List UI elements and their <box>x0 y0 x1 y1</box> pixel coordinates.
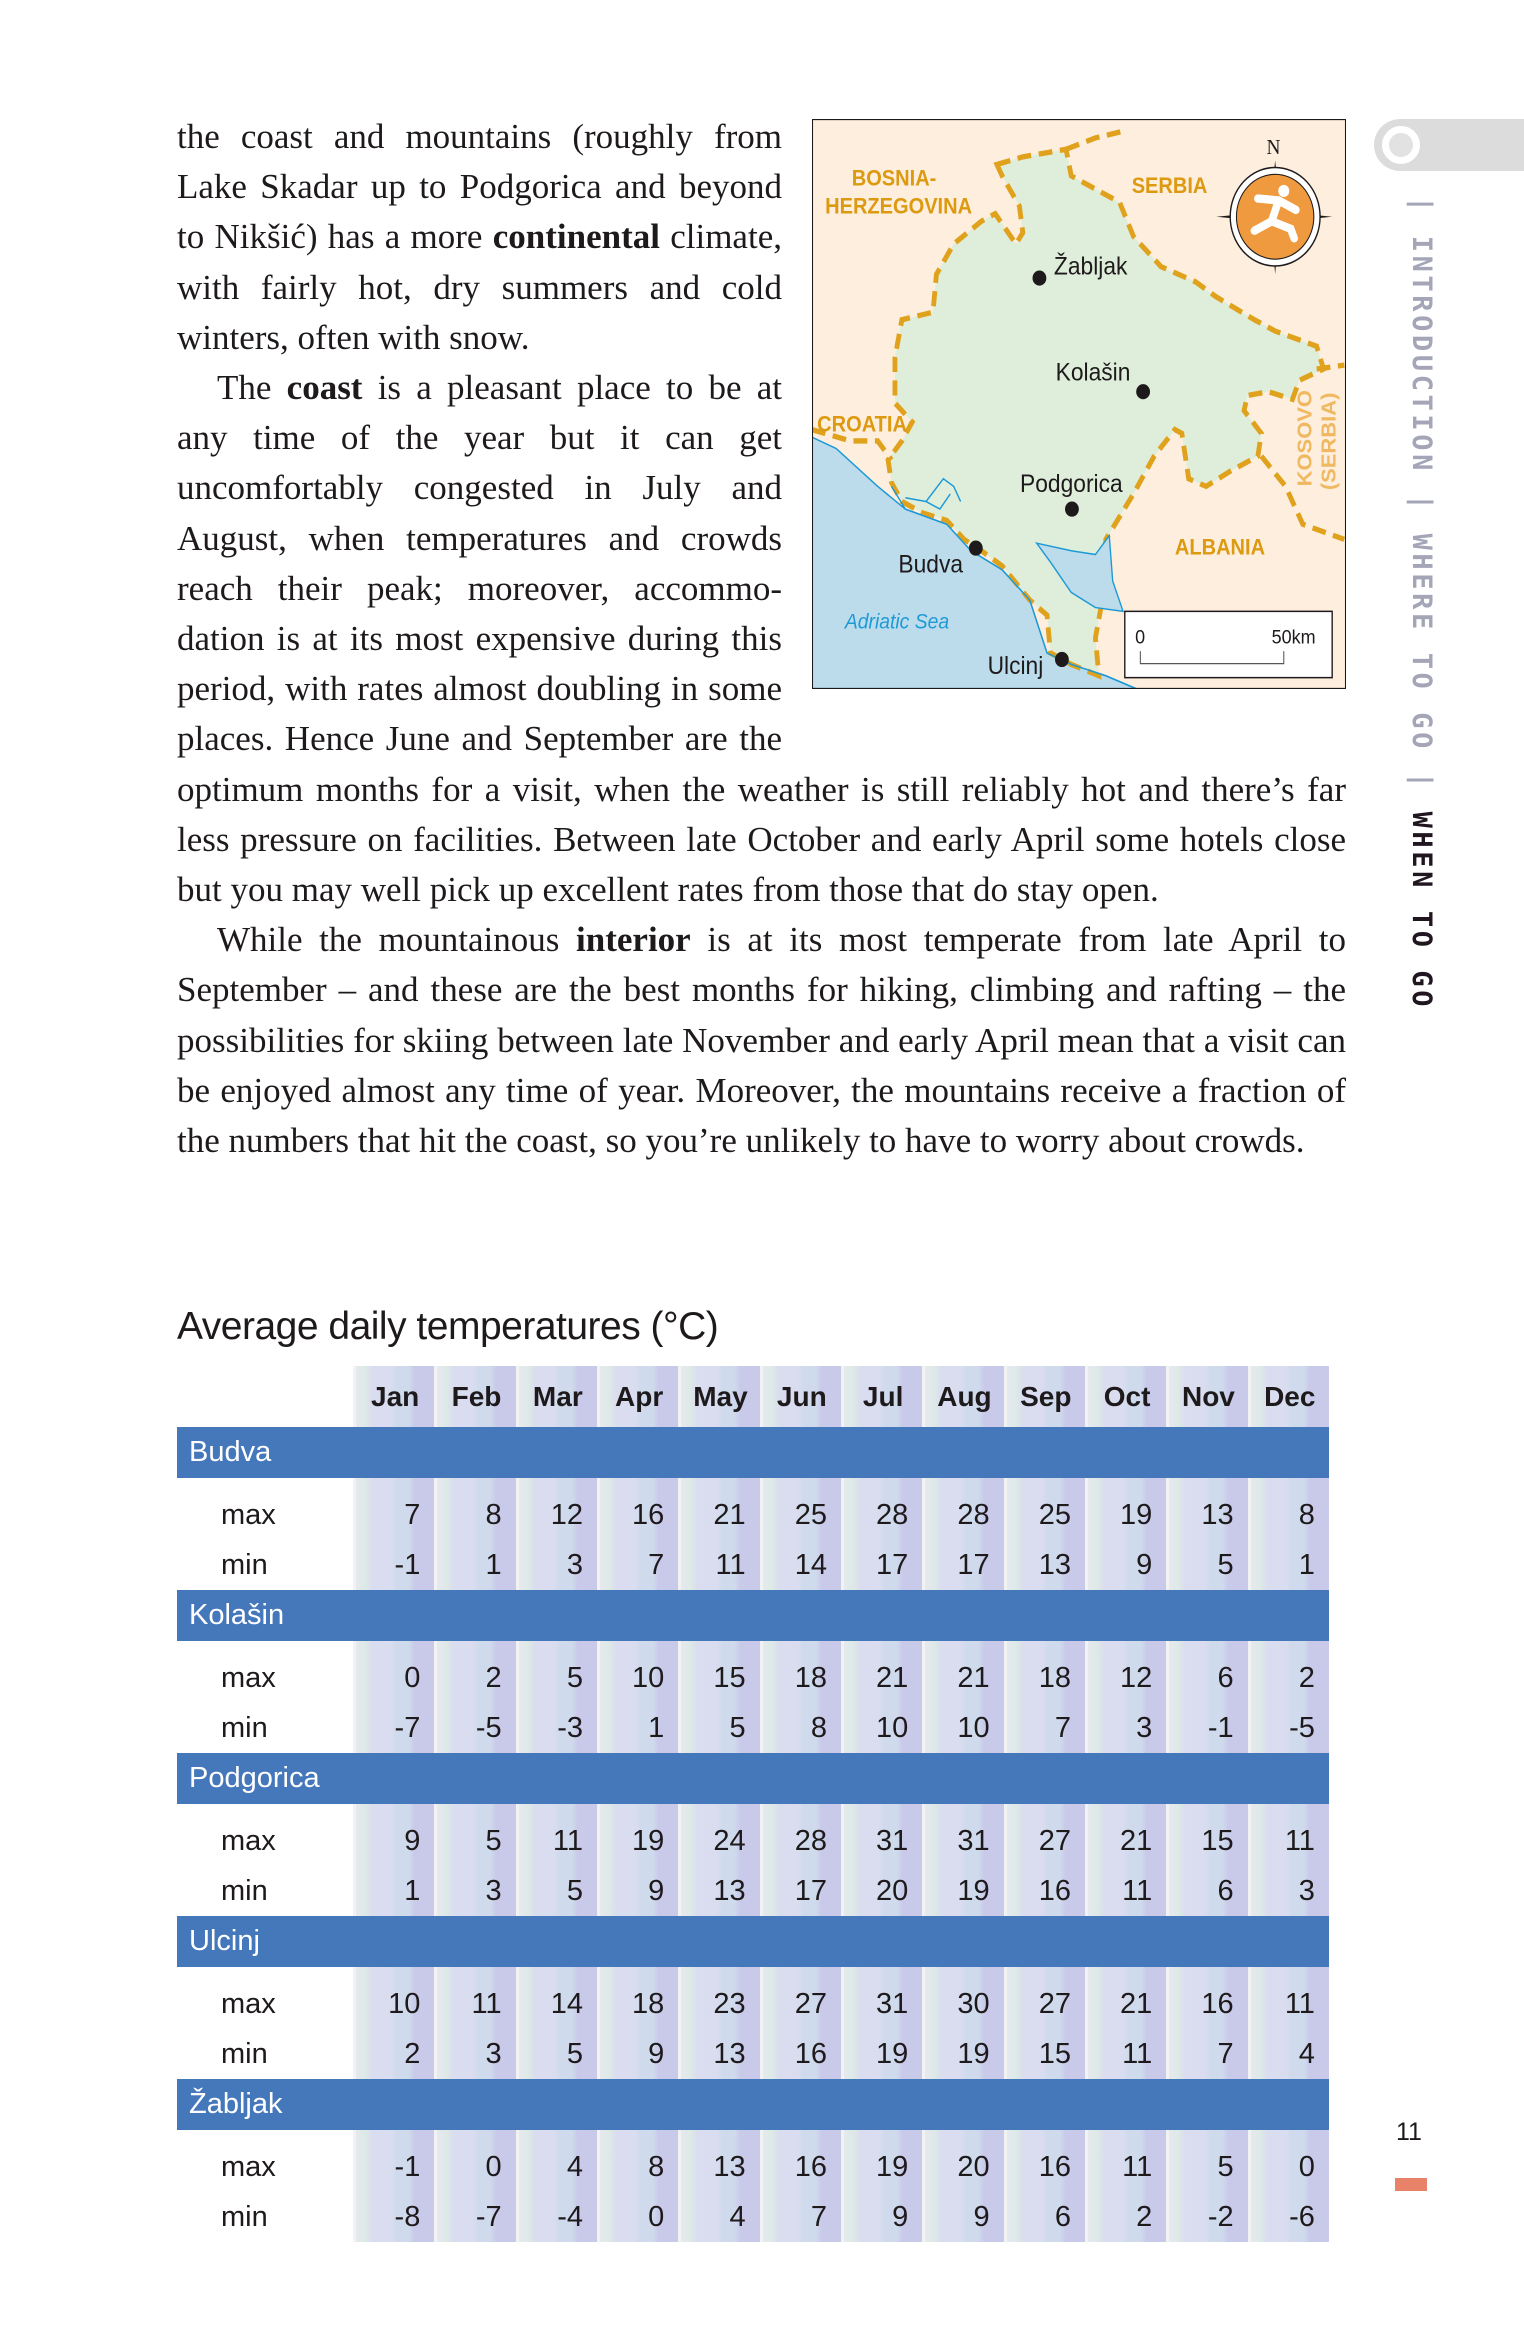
place-band: Kolašin <box>177 1590 1329 1641</box>
temp-cell: 15 <box>678 1641 759 1703</box>
page-number: 11 <box>1396 2118 1422 2146</box>
temp-cell: 4 <box>516 2130 597 2192</box>
table-row-min <box>177 2029 1329 2079</box>
temp-cell: -7 <box>353 1703 434 1753</box>
temp-cell: 25 <box>1004 1478 1085 1540</box>
place-band: Budva <box>177 1427 1329 1478</box>
temp-cell: -5 <box>1248 1703 1329 1753</box>
row-label: min <box>221 1875 268 1907</box>
month-header: Feb <box>434 1366 515 1427</box>
temp-cell: -7 <box>434 2192 515 2242</box>
temp-cell: 25 <box>760 1478 841 1540</box>
temp-cell: 8 <box>597 2130 678 2192</box>
temp-cell: 4 <box>1248 2029 1329 2079</box>
temp-cell: 1 <box>434 1540 515 1590</box>
month-header: Dec <box>1248 1366 1329 1427</box>
temp-cell: 13 <box>1166 1478 1247 1540</box>
temp-cell: -1 <box>353 2130 434 2192</box>
month-header: Jul <box>841 1366 922 1427</box>
temp-cell: 2 <box>1248 1641 1329 1703</box>
label-kosovo-1: KOSOVO <box>1294 389 1317 487</box>
temp-cell: -8 <box>353 2192 434 2242</box>
temp-cell: 19 <box>841 2130 922 2192</box>
temp-cell: 31 <box>841 1804 922 1866</box>
temp-cell: -6 <box>1248 2192 1329 2242</box>
month-header: Jan <box>353 1366 434 1427</box>
label-adriatic-sea: Adriatic Sea <box>844 610 950 634</box>
temp-cell: 11 <box>1085 2130 1166 2192</box>
temp-cell: 6 <box>1166 1866 1247 1916</box>
town-ulcinj: Ulcinj <box>987 651 1044 681</box>
temp-cell: 28 <box>922 1478 1003 1540</box>
temp-cell: 21 <box>1085 1967 1166 2029</box>
temp-cell: 7 <box>353 1478 434 1540</box>
table-row-max <box>177 1967 1329 2029</box>
place-band: Žabljak <box>177 2079 1329 2130</box>
breadcrumb-when-to-go: WHEN TO GO <box>1406 811 1437 1011</box>
table-row-max <box>177 1641 1329 1703</box>
montenegro-map <box>812 119 1346 689</box>
month-header: Apr <box>597 1366 678 1427</box>
label-serbia: SERBIA <box>1131 174 1208 199</box>
chapter-breadcrumb <box>1406 196 1437 1010</box>
temp-cell: 2 <box>434 1641 515 1703</box>
temp-cell: 17 <box>922 1540 1003 1590</box>
place-band: Podgorica <box>177 1753 1329 1804</box>
scale-end: 50km <box>1271 625 1316 648</box>
temp-cell: 10 <box>922 1703 1003 1753</box>
temp-cell: 2 <box>1085 2192 1166 2242</box>
temp-cell: -1 <box>1166 1703 1247 1753</box>
temp-cell: 16 <box>1166 1967 1247 2029</box>
temp-cell: 9 <box>922 2192 1003 2242</box>
compass-north: N <box>1266 136 1281 160</box>
temp-cell: 8 <box>760 1703 841 1753</box>
temp-cell: 3 <box>1248 1866 1329 1916</box>
month-header: Nov <box>1166 1366 1247 1427</box>
text-run: While the mountainous <box>217 920 577 960</box>
row-label: max <box>221 1499 276 1531</box>
temp-cell: 19 <box>1085 1478 1166 1540</box>
temp-cell: 11 <box>678 1540 759 1590</box>
temp-cell: 19 <box>922 2029 1003 2079</box>
temp-cell: 28 <box>841 1478 922 1540</box>
temp-cell: 12 <box>1085 1641 1166 1703</box>
temp-cell: 14 <box>760 1540 841 1590</box>
temp-cell: -2 <box>1166 2192 1247 2242</box>
temp-cell: 6 <box>1166 1641 1247 1703</box>
table-row-min <box>177 2192 1329 2242</box>
temp-cell: 30 <box>922 1967 1003 2029</box>
temp-cell: 20 <box>841 1866 922 1916</box>
temp-cell: 17 <box>841 1540 922 1590</box>
temp-cell: 16 <box>760 2029 841 2079</box>
breadcrumb-separator: | <box>1406 493 1437 514</box>
temp-cell: 20 <box>922 2130 1003 2192</box>
temp-cell: 11 <box>434 1967 515 2029</box>
temp-cell: 5 <box>434 1804 515 1866</box>
temp-cell: 19 <box>841 2029 922 2079</box>
temp-cell: -3 <box>516 1703 597 1753</box>
month-header: Sep <box>1004 1366 1085 1427</box>
town-podgorica: Podgorica <box>1020 470 1123 499</box>
row-label: min <box>221 1549 268 1581</box>
town-dot-podgorica <box>1065 502 1079 517</box>
temp-cell: 13 <box>1004 1540 1085 1590</box>
temp-cell: 11 <box>1248 1804 1329 1866</box>
temp-cell: 28 <box>760 1804 841 1866</box>
temp-cell: 31 <box>922 1804 1003 1866</box>
temp-cell: 10 <box>841 1703 922 1753</box>
temp-cell: 16 <box>1004 2130 1085 2192</box>
temp-cell: 0 <box>1248 2130 1329 2192</box>
temp-cell: 5 <box>678 1703 759 1753</box>
temp-cell: 5 <box>516 1641 597 1703</box>
temp-cell: -1 <box>353 1540 434 1590</box>
temp-cell: 13 <box>678 1866 759 1916</box>
table-header-row <box>177 1366 1329 1427</box>
temp-cell: 27 <box>760 1967 841 2029</box>
temp-cell: 5 <box>1166 1540 1247 1590</box>
temp-cell: 13 <box>678 2029 759 2079</box>
temp-cell: 21 <box>1085 1804 1166 1866</box>
temp-cell: -4 <box>516 2192 597 2242</box>
temp-cell: 7 <box>760 2192 841 2242</box>
temp-cell: 9 <box>353 1804 434 1866</box>
town-dot-kolasin <box>1136 384 1150 399</box>
temp-cell: 21 <box>841 1641 922 1703</box>
text-run: the coast and mountains (roughly from Lake Skadar up to Podgorica and beyond to Nikšić) has a more <box>177 117 782 257</box>
temp-cell: 9 <box>1085 1540 1166 1590</box>
temp-cell: 2 <box>353 2029 434 2079</box>
temp-cell: 16 <box>760 2130 841 2192</box>
breadcrumb-introduction: INTRODUCTION <box>1406 235 1437 474</box>
label-albania: ALBANIA <box>1174 535 1266 560</box>
temp-cell: 14 <box>516 1967 597 2029</box>
temp-cell: 10 <box>597 1641 678 1703</box>
temp-cell: 7 <box>1004 1703 1085 1753</box>
temperature-table <box>177 1366 1329 2242</box>
row-label: max <box>221 1825 276 1857</box>
bold-term: coast <box>286 368 363 408</box>
text-run: is a pleasant place to be at any time of the year but it can get uncomfortably congested in July and August, when temperatures and crowds reach their peak; moreover, accommodation is at its most expensive during this period, with rates almost doubling in some places. Hence June and September are the optimum months for a visit, when the weather is still reliably hot and there’s far less pressure on facilities. Between late October and early April some hotels close but you may well pick up excellent rates from those that do stay open. <box>177 368 1346 910</box>
row-label: max <box>221 2151 276 2183</box>
town-dot-zabljak <box>1033 270 1047 285</box>
row-label: min <box>221 2201 268 2233</box>
temp-cell: 21 <box>922 1641 1003 1703</box>
temp-cell: 12 <box>516 1478 597 1540</box>
temp-cell: 11 <box>1085 1866 1166 1916</box>
temp-cell: 21 <box>678 1478 759 1540</box>
temp-cell: 7 <box>597 1540 678 1590</box>
breadcrumb-separator: | <box>1406 771 1437 792</box>
town-zabljak: Žabljak <box>1053 252 1128 281</box>
temp-cell: 23 <box>678 1967 759 2029</box>
temp-cell: 3 <box>434 1866 515 1916</box>
row-label: max <box>221 1662 276 1694</box>
table-row-min <box>177 1866 1329 1916</box>
temp-cell: 18 <box>1004 1641 1085 1703</box>
page-marker <box>1395 2178 1427 2191</box>
temp-cell: 9 <box>597 1866 678 1916</box>
text-run: The <box>217 368 287 408</box>
temp-cell: 4 <box>678 2192 759 2242</box>
temp-cell: 11 <box>1085 2029 1166 2079</box>
temp-cell: 17 <box>760 1866 841 1916</box>
temp-cell: 27 <box>1004 1967 1085 2029</box>
temp-cell: 9 <box>841 2192 922 2242</box>
temp-cell: 9 <box>597 2029 678 2079</box>
temp-cell: 3 <box>1085 1703 1166 1753</box>
month-header: Jun <box>760 1366 841 1427</box>
text-run: is at its most temperate from late April to September – and these are the best months for hiking, climbing and rafting – the possibilities for skiing between late November and early April mean that a visit can be enjoyed almost any time of year. Moreover, the mountains receive a fraction of the numbers that hit the coast, so you’re unlikely to have to worry about crowds. <box>177 920 1346 1161</box>
table-row-max <box>177 1478 1329 1540</box>
place-band: Ulcinj <box>177 1916 1329 1967</box>
temp-cell: 0 <box>353 1641 434 1703</box>
table-row-min <box>177 1540 1329 1590</box>
label-bosnia-1: BOSNIA- <box>851 166 937 191</box>
row-label: min <box>221 1712 268 1744</box>
table-row-max <box>177 2130 1329 2192</box>
month-header: Mar <box>516 1366 597 1427</box>
temp-cell: 11 <box>516 1804 597 1866</box>
town-budva: Budva <box>898 550 964 579</box>
temp-cell: 27 <box>1004 1804 1085 1866</box>
row-label: max <box>221 1988 276 2020</box>
label-bosnia-2: HERZEGOVINA <box>825 194 973 219</box>
town-dot-ulcinj <box>1055 652 1069 667</box>
town-dot-budva <box>969 541 983 556</box>
temp-cell: 15 <box>1166 1804 1247 1866</box>
temp-cell: 5 <box>1166 2130 1247 2192</box>
breadcrumb-where-to-go: WHERE TO GO <box>1406 533 1437 752</box>
temp-cell: 7 <box>1166 2029 1247 2079</box>
label-kosovo-2: (SERBIA) <box>1318 392 1341 491</box>
temp-cell: 0 <box>434 2130 515 2192</box>
month-header: Aug <box>922 1366 1003 1427</box>
temp-cell: 5 <box>516 2029 597 2079</box>
temp-cell: 19 <box>922 1866 1003 1916</box>
temp-cell: 18 <box>597 1967 678 2029</box>
chapter-tab-circle-icon <box>1382 126 1420 164</box>
temp-cell: 6 <box>1004 2192 1085 2242</box>
month-header: May <box>678 1366 759 1427</box>
temp-cell: 1 <box>1248 1540 1329 1590</box>
text-run: climate, with fairly hot, dry summers and cold winters, often with snow. <box>177 217 782 357</box>
temp-cell: 18 <box>760 1641 841 1703</box>
breadcrumb-separator: | <box>1406 196 1437 216</box>
temp-cell: 31 <box>841 1967 922 2029</box>
temp-cell: 10 <box>353 1967 434 2029</box>
temp-cell: 1 <box>597 1703 678 1753</box>
table-row-min <box>177 1703 1329 1753</box>
row-label: min <box>221 2038 268 2070</box>
town-kolasin: Kolašin <box>1055 358 1131 387</box>
temp-cell: 11 <box>1248 1967 1329 2029</box>
temp-cell: 8 <box>434 1478 515 1540</box>
temp-cell: 24 <box>678 1804 759 1866</box>
temp-cell: 13 <box>678 2130 759 2192</box>
bold-term: continental <box>492 217 660 257</box>
temp-cell: 16 <box>1004 1866 1085 1916</box>
temp-cell: -5 <box>434 1703 515 1753</box>
table-title: Average daily temperatures (°C) <box>177 1305 719 1348</box>
bold-term: interior <box>576 920 691 960</box>
temp-cell: 8 <box>1248 1478 1329 1540</box>
temp-cell: 0 <box>597 2192 678 2242</box>
scale-bar <box>1125 611 1332 677</box>
temp-cell: 1 <box>353 1866 434 1916</box>
temp-cell: 3 <box>434 2029 515 2079</box>
paragraph <box>177 915 1346 1166</box>
temp-cell: 15 <box>1004 2029 1085 2079</box>
month-header: Oct <box>1085 1366 1166 1427</box>
temp-cell: 3 <box>516 1540 597 1590</box>
temp-cell: 16 <box>597 1478 678 1540</box>
temp-cell: 19 <box>597 1804 678 1866</box>
table-row-max <box>177 1804 1329 1866</box>
temp-cell: 5 <box>516 1866 597 1916</box>
scale-start: 0 <box>1135 625 1146 648</box>
label-croatia: CROATIA <box>817 412 907 437</box>
